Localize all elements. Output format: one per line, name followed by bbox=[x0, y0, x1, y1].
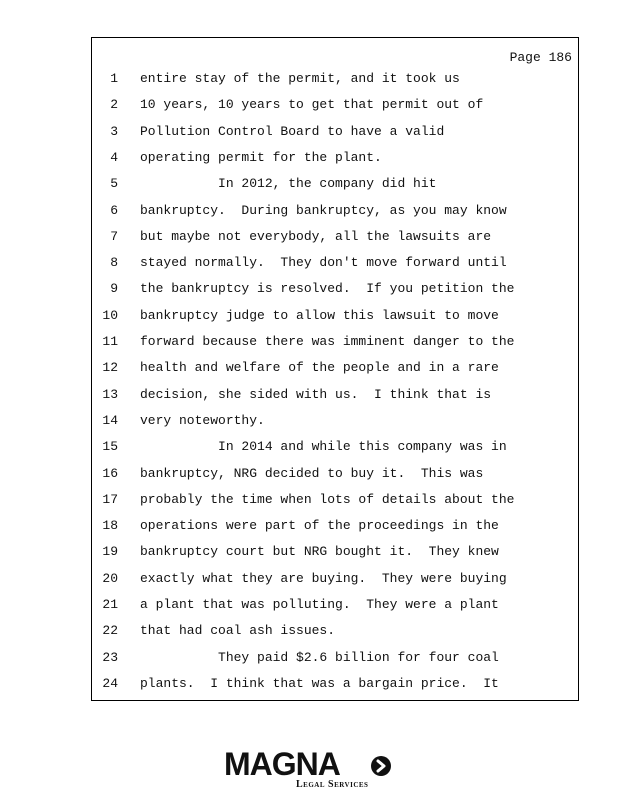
line-number: 19 bbox=[102, 544, 118, 560]
line-number: 6 bbox=[110, 202, 118, 218]
line-number: 1 bbox=[110, 71, 118, 86]
line-text: bankruptcy. During bankruptcy, as you may know bbox=[140, 202, 507, 218]
line-text: stayed normally. They don't move forward until bbox=[140, 255, 507, 271]
line-number: 9 bbox=[110, 281, 118, 297]
line-text: Pollution Control Board to have a valid bbox=[140, 123, 445, 139]
transcript-line bbox=[92, 466, 578, 486]
line-text: the bankruptcy is resolved. If you petition the bbox=[140, 281, 515, 297]
transcript-line bbox=[92, 229, 578, 249]
logo-wordmark: MAGNA bbox=[224, 746, 340, 782]
transcript-line bbox=[92, 281, 578, 301]
transcript-line bbox=[92, 334, 578, 354]
line-number: 13 bbox=[102, 386, 118, 402]
line-number: 21 bbox=[102, 597, 118, 612]
line-number: 22 bbox=[102, 623, 118, 639]
page-number: Page 186 bbox=[509, 50, 572, 65]
line-text: In 2012, the company did hit bbox=[140, 176, 437, 192]
line-text: bankruptcy court but NRG bought it. They knew bbox=[140, 544, 499, 560]
transcript-line bbox=[92, 308, 578, 328]
line-number: 7 bbox=[110, 228, 118, 244]
transcript-line bbox=[92, 71, 578, 91]
line-number: 12 bbox=[102, 360, 118, 376]
transcript-line bbox=[92, 650, 578, 670]
line-number: 18 bbox=[102, 518, 118, 534]
transcript-line bbox=[92, 439, 578, 459]
transcript-line bbox=[92, 571, 578, 591]
line-text: but maybe not everybody, all the lawsuits are bbox=[140, 228, 492, 244]
transcript-line bbox=[92, 623, 578, 643]
line-number: 24 bbox=[102, 675, 118, 691]
transcript-line bbox=[92, 676, 578, 696]
line-text: that had coal ash issues. bbox=[140, 623, 336, 639]
line-text: bankruptcy judge to allow this lawsuit to move bbox=[140, 307, 499, 323]
transcript-line bbox=[92, 97, 578, 117]
line-text: They paid $2.6 billion for four coal bbox=[140, 649, 499, 665]
transcript-line bbox=[92, 544, 578, 564]
chevron-circle-icon bbox=[370, 755, 392, 777]
line-text: bankruptcy, NRG decided to buy it. This was bbox=[140, 465, 484, 481]
transcript-line bbox=[92, 597, 578, 617]
transcript-line bbox=[92, 387, 578, 407]
transcript-page bbox=[91, 37, 579, 701]
logo-subtitle: Legal Services bbox=[296, 779, 369, 790]
transcript-line bbox=[92, 360, 578, 380]
transcript-line bbox=[92, 518, 578, 538]
line-number: 3 bbox=[110, 123, 118, 139]
line-text: a plant that was polluting. They were a plant bbox=[140, 597, 499, 612]
line-text: health and welfare of the people and in a rare bbox=[140, 360, 499, 376]
line-number: 14 bbox=[102, 412, 118, 428]
line-text: very noteworthy. bbox=[140, 412, 265, 428]
line-text: operating permit for the plant. bbox=[140, 149, 382, 165]
transcript-line bbox=[92, 492, 578, 512]
line-text: plants. I think that was a bargain price. It bbox=[140, 675, 499, 691]
line-text: decision, she sided with us. I think that is bbox=[140, 386, 492, 402]
transcript-line bbox=[92, 413, 578, 433]
magna-logo bbox=[224, 746, 396, 792]
line-number: 17 bbox=[102, 491, 118, 507]
transcript-line bbox=[92, 203, 578, 223]
transcript-line bbox=[92, 150, 578, 170]
line-number: 11 bbox=[102, 334, 118, 349]
line-text: 10 years, 10 years to get that permit out of bbox=[140, 97, 484, 113]
line-text: In 2014 and while this company was in bbox=[140, 439, 507, 455]
transcript-line bbox=[92, 255, 578, 275]
line-number: 8 bbox=[110, 255, 118, 271]
transcript-line bbox=[92, 124, 578, 144]
line-text: forward because there was imminent danger to the bbox=[140, 334, 515, 349]
line-text: entire stay of the permit, and it took us bbox=[140, 71, 460, 86]
line-number: 23 bbox=[102, 649, 118, 665]
line-text: exactly what they are buying. They were buying bbox=[140, 570, 507, 586]
transcript-line bbox=[92, 176, 578, 196]
line-number: 15 bbox=[102, 439, 118, 455]
line-number: 16 bbox=[102, 465, 118, 481]
line-number: 10 bbox=[102, 307, 118, 323]
line-text: operations were part of the proceedings in the bbox=[140, 518, 499, 534]
line-number: 2 bbox=[110, 97, 118, 113]
line-text: probably the time when lots of details about the bbox=[140, 491, 515, 507]
line-number: 20 bbox=[102, 570, 118, 586]
line-number: 4 bbox=[110, 149, 118, 165]
line-number: 5 bbox=[110, 176, 118, 192]
